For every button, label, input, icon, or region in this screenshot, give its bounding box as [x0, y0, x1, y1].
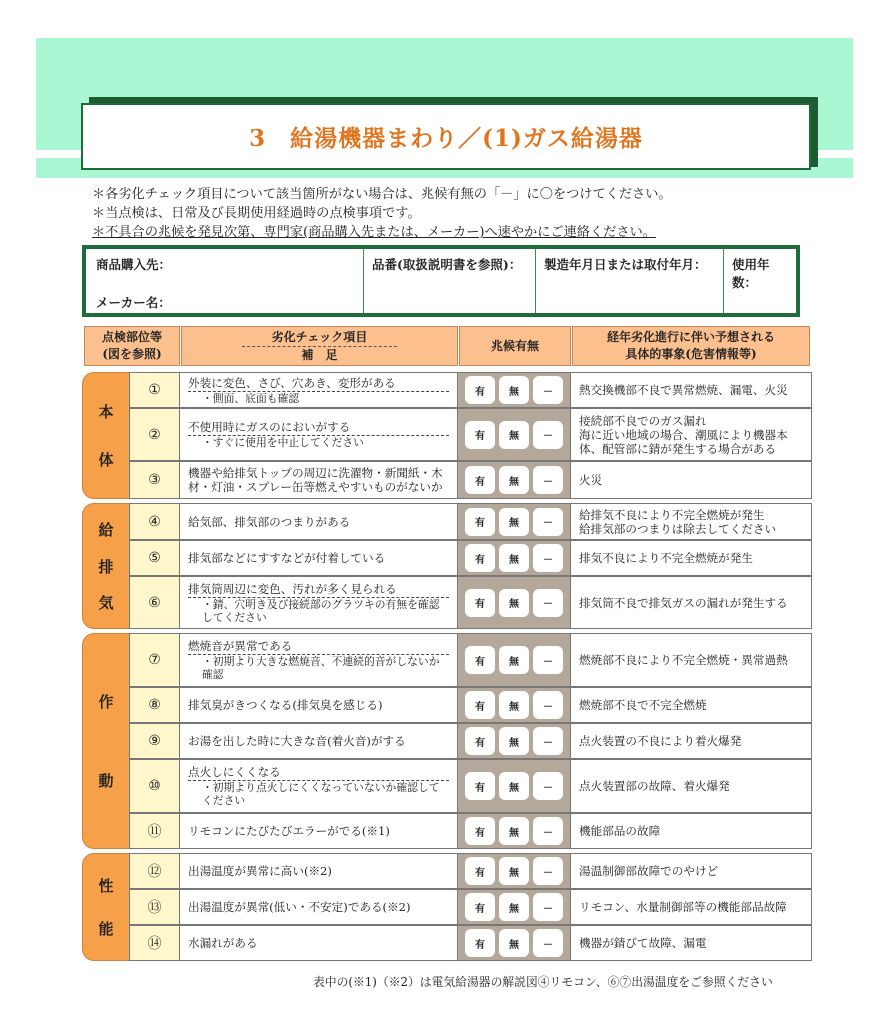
header-part-line2: (図を参照) [102, 347, 162, 361]
page-title: 3 給湯機器まわり／(1)ガス給湯器 [249, 125, 643, 152]
check-item [180, 373, 458, 407]
sign-option-no[interactable]: 無 [499, 727, 529, 755]
group-label [82, 503, 130, 629]
store-maker-cell [86, 249, 364, 313]
group-char: 能 [98, 919, 114, 938]
row-number: ① [130, 373, 180, 407]
sign-options [458, 577, 571, 628]
table-row [129, 759, 812, 813]
header-item-line1: 劣化チェック項目 [242, 329, 398, 347]
row-number: ③ [130, 462, 180, 498]
group-char: 排 [98, 557, 114, 576]
group-label [82, 633, 130, 849]
sign-option-na[interactable]: － [533, 727, 563, 755]
check-item-text: お湯を出した時に大きな音(着火音)がする [188, 734, 406, 748]
sign-options [458, 504, 571, 539]
sign-option-no[interactable]: 無 [499, 772, 529, 800]
sign-option-yes[interactable]: 有 [465, 589, 495, 617]
expected-event: 排気筒不良で排気ガスの漏れが発生する [579, 595, 788, 610]
expected-event: 機能部品の故障 [579, 824, 661, 838]
sign-option-na[interactable]: － [533, 857, 563, 885]
check-item-text: 排気臭がきつくなる(排気臭を感じる) [188, 698, 383, 712]
table-row [129, 461, 812, 499]
row-number: ⑬ [130, 890, 180, 924]
title-box [81, 103, 811, 170]
check-table [82, 372, 812, 960]
sign-option-yes[interactable]: 有 [465, 691, 495, 719]
group-char: 動 [98, 771, 114, 790]
check-item-text: 外装に変色、さび、穴あき、変形がある [188, 376, 449, 392]
group-char: 本 [98, 402, 114, 421]
sign-options [458, 688, 571, 722]
sign-option-na[interactable]: － [533, 466, 563, 494]
table-row [129, 925, 812, 961]
sign-option-no[interactable]: 無 [499, 544, 529, 572]
sign-options [458, 890, 571, 924]
table-header [84, 326, 810, 366]
row-number: ⑨ [130, 724, 180, 758]
sign-option-yes[interactable]: 有 [465, 544, 495, 572]
sign-option-na[interactable]: － [533, 508, 563, 536]
header-part [84, 326, 180, 366]
header-part-line1: 点検部位等 [101, 330, 162, 344]
table-row [129, 853, 812, 889]
sign-option-yes[interactable]: 有 [465, 466, 495, 494]
sign-option-yes[interactable]: 有 [465, 646, 495, 674]
sign-option-na[interactable]: － [533, 691, 563, 719]
header-item-line2: 補 足 [301, 347, 338, 362]
sign-option-na[interactable]: － [533, 544, 563, 572]
group-char: 給 [98, 521, 114, 540]
sign-option-na[interactable]: － [533, 376, 563, 404]
group-char: 体 [98, 451, 114, 470]
expected-event: 火災 [579, 473, 603, 487]
sign-option-no[interactable]: 無 [499, 929, 529, 957]
group-label [82, 853, 130, 961]
store-label: 商品購入先： [96, 257, 172, 272]
check-item [180, 760, 458, 812]
check-item-text: 水漏れがある [188, 936, 258, 950]
row-number: ⑭ [130, 926, 180, 960]
check-item-note: ・初期より大きな燃焼音、不連続的音がしないか確認 [202, 655, 440, 681]
sign-option-no[interactable]: 無 [499, 691, 529, 719]
row-number: ⑩ [130, 760, 180, 812]
check-item-text: 点火しにくくなる [188, 765, 449, 781]
sign-options [458, 462, 571, 498]
expected-event: 燃焼部不良で不完全燃焼 [579, 698, 707, 712]
sign-option-na[interactable]: － [533, 421, 563, 449]
sign-option-na[interactable]: － [533, 929, 563, 957]
check-item-note: ・側面、底面も確認 [202, 391, 300, 405]
row-number: ⑥ [130, 577, 180, 628]
sign-option-na[interactable]: － [533, 893, 563, 921]
group-char: 気 [98, 593, 114, 612]
sign-option-no[interactable]: 無 [499, 893, 529, 921]
check-item [180, 541, 458, 575]
expected-event: 熱交換機部不良で異常燃焼、漏電、火災 [579, 383, 788, 397]
sign-options [458, 854, 571, 888]
expected-event: 機器が錆びて故障、漏電 [579, 936, 707, 950]
years-cell [724, 249, 796, 313]
table-row [129, 633, 812, 687]
check-item-text: 出湯温度が異常に高い(※2) [188, 864, 332, 878]
check-item [180, 854, 458, 888]
sign-option-no[interactable]: 無 [499, 508, 529, 536]
model-cell [364, 249, 536, 313]
check-item-text: リモコンにたびたびエラーがでる(※1) [188, 824, 390, 838]
table-row [129, 723, 812, 759]
header-sign [459, 326, 571, 366]
expected-event: リモコン、水量制御部等の機能部品故障 [579, 900, 787, 914]
sign-option-yes[interactable]: 有 [465, 727, 495, 755]
sign-options [458, 760, 571, 812]
expected-event: 給排気不良により不完全燃焼が発生 給排気部のつまりは除去してください [579, 507, 777, 536]
expected-event: 排気不良により不完全燃焼が発生 [579, 551, 753, 565]
check-item [180, 890, 458, 924]
sign-options [458, 814, 571, 848]
check-item [180, 462, 458, 498]
notes [92, 185, 672, 242]
footnote: 表中の(※1)（※2）は電気給湯器の解説図④リモコン、⑥⑦出湯温度をご参照ください [313, 975, 773, 989]
sign-option-na[interactable]: － [533, 817, 563, 845]
sign-option-na[interactable]: － [533, 646, 563, 674]
expected-event: 湯温制御部故障でのやけど [579, 864, 719, 878]
table-row [129, 889, 812, 925]
check-item-text: 排気筒周辺に変色、汚れが多く見られる [188, 582, 449, 598]
check-item [180, 409, 458, 460]
expected-event: 接続部不良でのガス漏れ 海に近い地域の場合、潮風により機器本体、配管部に錆が発生する場合がある [579, 413, 788, 456]
check-item [180, 577, 458, 628]
row-number: ⑪ [130, 814, 180, 848]
table-row [129, 687, 812, 723]
model-label: 品番(取扱説明書を参照)： [372, 257, 522, 272]
sign-options [458, 724, 571, 758]
header-event-line2: 具体的事象(危害情報等) [625, 347, 757, 361]
note-line-underlined: ＊不具合の兆候を発見次第、専門家(商品購入先または、メーカー)へ速やかにご連絡ください。 [92, 225, 656, 240]
header-event-line1: 経年劣化進行に伴い予想される [606, 330, 775, 344]
sign-option-no[interactable]: 無 [499, 817, 529, 845]
sign-option-yes[interactable]: 有 [465, 929, 495, 957]
table-row [129, 408, 812, 461]
check-item [180, 814, 458, 848]
sign-option-yes[interactable]: 有 [465, 772, 495, 800]
header-item [181, 326, 458, 366]
sign-option-na[interactable]: － [533, 589, 563, 617]
group-label [82, 372, 130, 499]
sign-option-yes[interactable]: 有 [465, 817, 495, 845]
check-item-text: 排気部などにすすなどが付着している [188, 551, 386, 565]
check-item [180, 724, 458, 758]
maker-label: メーカー名： [96, 295, 171, 310]
sign-option-no[interactable]: 無 [499, 857, 529, 885]
check-item [180, 688, 458, 722]
check-item-text: 機器や給排気トップの周辺に洗濯物・新聞紙・木材・灯油・スプレー缶等燃えやすいものがないか [188, 466, 443, 494]
date-cell [536, 249, 724, 313]
sign-option-na[interactable]: － [533, 772, 563, 800]
row-number: ⑦ [130, 634, 180, 686]
sign-option-no[interactable]: 無 [499, 589, 529, 617]
row-number: ⑤ [130, 541, 180, 575]
note-line: ＊各劣化チェック項目について該当箇所がない場合は、兆候有無の「－」に〇をつけてください。 [92, 187, 672, 202]
date-label: 製造年月日または取付年月： [544, 257, 707, 272]
table-row [129, 540, 812, 576]
header-sign-label: 兆候有無 [490, 338, 539, 353]
check-item-text: 出湯温度が異常(低い・不安定)である(※2) [188, 900, 411, 914]
sign-option-yes[interactable]: 有 [465, 421, 495, 449]
sign-options [458, 926, 571, 960]
sign-option-no[interactable]: 無 [499, 466, 529, 494]
years-label: 使用年数： [732, 257, 770, 290]
header-event [572, 326, 810, 366]
expected-event: 点火装置部の故障、着火爆発 [579, 779, 730, 793]
check-item-note: ・錆、穴明き及び接続部のグラツキの有無を確認してください [202, 597, 440, 624]
check-item-text: 給気部、排気部のつまりがある [188, 514, 351, 529]
sign-option-yes[interactable]: 有 [465, 376, 495, 404]
table-row [129, 813, 812, 849]
sign-options [458, 409, 571, 460]
row-number: ② [130, 409, 180, 460]
row-number: ⑧ [130, 688, 180, 722]
check-item-note: ・初期より点火しにくくなっていないか確認してください [202, 781, 440, 807]
check-item [180, 504, 458, 539]
sign-options [458, 373, 571, 407]
table-row [129, 503, 812, 540]
sign-option-yes[interactable]: 有 [465, 893, 495, 921]
table-row [129, 372, 812, 408]
group-char: 作 [98, 693, 114, 712]
sign-option-no[interactable]: 無 [499, 646, 529, 674]
table-row [129, 576, 812, 629]
check-item [180, 634, 458, 686]
sign-option-yes[interactable]: 有 [465, 508, 495, 536]
check-item-note: ・すぐに使用を中止してください [202, 436, 364, 449]
sign-options [458, 541, 571, 575]
sign-option-no[interactable]: 無 [499, 376, 529, 404]
check-item-text: 燃焼音が異常である [188, 639, 449, 655]
check-item [180, 926, 458, 960]
group-char: 性 [98, 877, 114, 896]
sign-option-no[interactable]: 無 [499, 421, 529, 449]
row-number: ⑫ [130, 854, 180, 888]
row-number: ④ [130, 504, 180, 539]
note-line: ＊当点検は、日常及び長期使用経過時の点検事項です。 [92, 206, 421, 221]
check-item-text: 不使用時にガスのにおいがする [188, 420, 449, 436]
product-info-box [82, 245, 800, 317]
sign-option-yes[interactable]: 有 [465, 857, 495, 885]
expected-event: 点火装置の不良により着火爆発 [579, 734, 742, 748]
expected-event: 燃焼部不良により不完全燃焼・異常過熱 [579, 653, 788, 667]
sign-options [458, 634, 571, 686]
